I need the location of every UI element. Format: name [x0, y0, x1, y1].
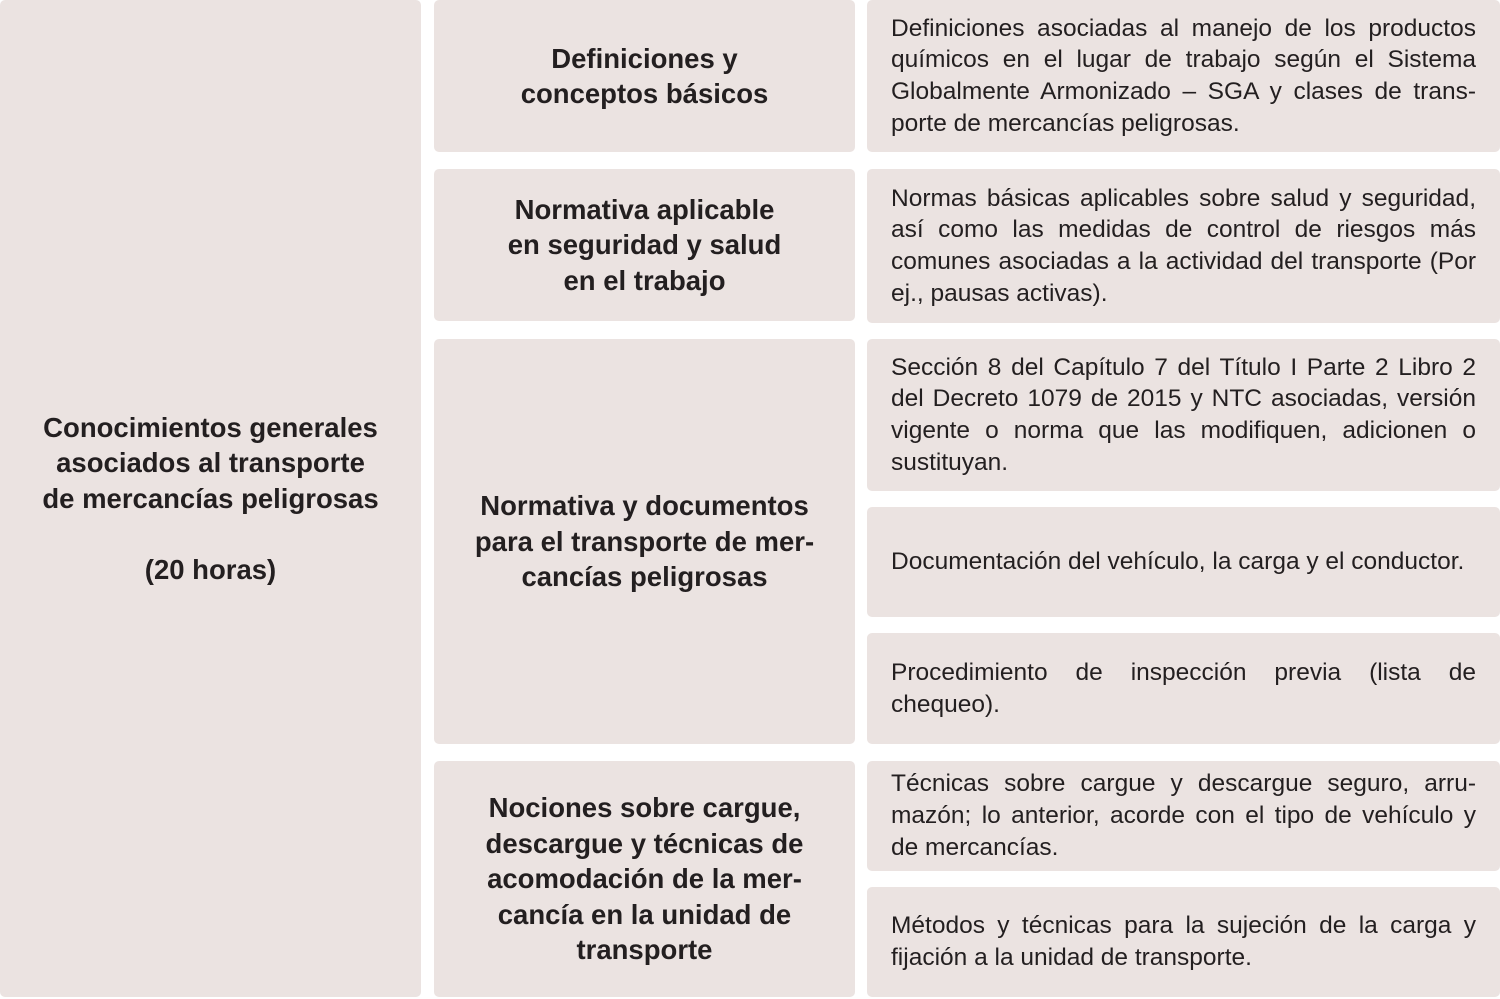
topic-title-line: descargue y técnicas de — [485, 827, 804, 859]
topic-title-line: cancía en la unidad de — [497, 898, 792, 930]
content-cell — [867, 633, 1500, 744]
module-title-line: asociados al transporte — [56, 447, 365, 479]
topic-title-line: transporte — [576, 934, 713, 966]
topic-cell-definiciones — [434, 0, 855, 152]
topic-title-line: acomodación de la mer- — [487, 863, 802, 895]
content-cell — [867, 507, 1500, 617]
module-title-line: Conocimientos generales — [43, 411, 378, 443]
content-text: Sección 8 del Capítulo 7 del Título I Parte 2 Libro 2 del Decreto 1079 de 2015 y NTC asociadas, versión vigente o norma que las modifiquen, adicionen o sustituyan. — [891, 353, 1476, 476]
content-text: Documentación del vehículo, la carga y el conductor. — [891, 548, 1465, 576]
topic-title — [508, 192, 782, 299]
topic-title-line: conceptos básicos — [520, 78, 769, 109]
content-cell — [867, 339, 1500, 491]
topic-title-line: en seguridad y salud — [507, 229, 782, 261]
content-text: Definiciones asociadas al manejo de los productos químicos en el lugar de trabajo según el Sistema Globalmente Armonizado – SGA y clases de transporte de mercancías peligrosas. — [891, 14, 1476, 137]
module-title-line: de mercancías peligrosas — [42, 482, 379, 514]
topic-title-line: en el trabajo — [563, 264, 726, 296]
topic-cell-nociones-cargue — [434, 761, 855, 997]
topic-title — [475, 488, 814, 595]
topic-cell-normativa-documentos — [434, 339, 855, 744]
topic-title-line: para el transporte de mer- — [474, 525, 815, 557]
topic-title — [521, 41, 769, 112]
topic-title-line: Normativa y documentos — [480, 490, 809, 522]
content-text: Normas básicas aplicables sobre salud y seguridad, así como las medidas de control de riesgos más comunes asociadas a la actividad del transporte (Por ej., pausas activas). — [891, 184, 1476, 307]
content-text: Procedimiento de inspección previa (lista de chequeo). — [891, 658, 1476, 718]
module-hours: (20 horas) — [144, 553, 277, 585]
content-cell — [867, 887, 1500, 997]
topic-title-line: Nociones sobre cargue, — [488, 792, 801, 824]
content-text: Métodos y técnicas para la sujeción de la carga y fijación a la unidad de transporte. — [891, 912, 1476, 971]
topic-title — [486, 790, 804, 968]
content-cell — [867, 169, 1500, 323]
topic-title-line: cancías peligrosas — [521, 561, 768, 593]
content-cell — [867, 0, 1500, 152]
topic-cell-normativa-sst — [434, 169, 855, 321]
content-cell — [867, 761, 1500, 871]
topic-title-line: Definiciones y — [551, 42, 738, 74]
topic-title-line: Normativa aplicable — [514, 193, 775, 225]
module-cell — [0, 0, 421, 997]
content-text: Técnicas sobre cargue y descargue seguro, arrumazón; lo anterior, acorde con el tipo de vehículo y de mercancías. — [891, 770, 1476, 861]
